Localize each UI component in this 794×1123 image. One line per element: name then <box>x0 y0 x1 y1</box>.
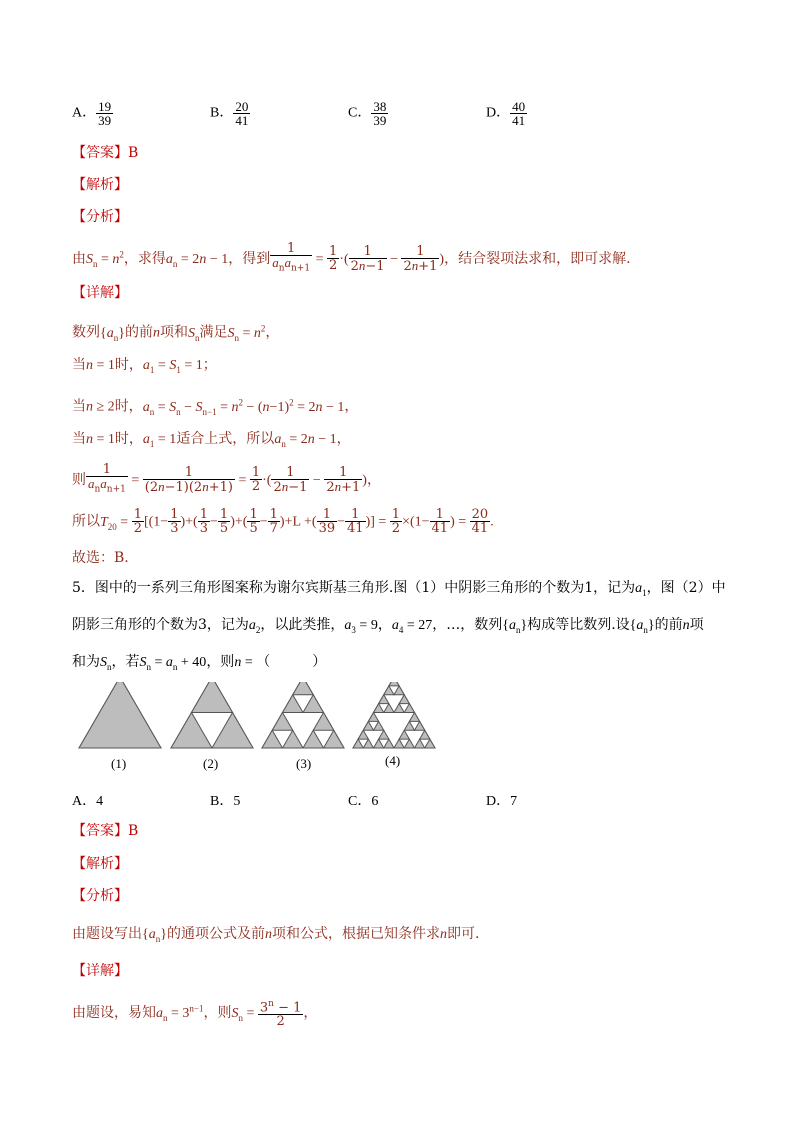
q4-choice-a: A． $\frac{19}{39}$ <box>72 99 112 128</box>
q5-question-line-2: 阴影三角形的个数为3，记为$a_2$，以此类推，$a_3 = 9$，$a_4 = 27$，…，数列$\{a_n\}$构成等比数列.设$\{a_n\}$的前n项 <box>72 617 704 635</box>
shaded-triangle <box>192 682 233 712</box>
q5-detail-1: 由题设，易知$a_n = 3^{n-1}$，则$S_n$ = $\frac{3^n - 1}{2}$ ， <box>72 999 318 1030</box>
q5-jiexi-heading: 【解析】 <box>72 856 128 872</box>
figure-label-3: (3) <box>296 756 312 771</box>
shaded-triangle <box>79 682 161 748</box>
figure-label-2: (2) <box>203 756 219 771</box>
q4-jiexi-heading: 【解析】 <box>72 177 128 193</box>
shaded-triangle <box>389 682 399 686</box>
q5-question-line-3: 和为$S_n$，若$S_n = a_n + 40$，则n = （ ） <box>72 654 327 672</box>
q5-fenxi-heading: 【分析】 <box>72 888 128 904</box>
q4-choice-d: D． $\frac{40}{41}$ <box>486 99 526 128</box>
q4-detail-6: 所以$T_{20}$ = $\frac{1}{2}$ [(1− $\frac{1}{3}$ )+( $\frac{1}{3}$ − $\frac{1}{5}$ )+( $\frac{1}{5}$ − $\frac{1}{7}$ )+L +( $\frac{1}{39}$ − $\frac{1}{41}$ )] = $\frac{1}{2}$ ×(1− $\frac{1}{41}$ ) = $\frac{20}{41}$ . <box>72 507 494 536</box>
q5-choice-c: C．6 <box>348 794 379 809</box>
q4-fenxi-heading: 【分析】 <box>72 209 128 225</box>
q4-detail-2: 当n = 1时，$a_1 = S_1 = 1$； <box>72 357 217 375</box>
figure-label-4: (4) <box>385 753 401 768</box>
q5-analysis: 由题设写出$\{a_n\}$的通项公式及前n项和公式，根据已知条件求n即可. <box>72 926 480 944</box>
q4-detail-4: 当n = 1时，$a_1 = 1$适合上式，所以$a_n = 2n - 1$， <box>72 431 351 449</box>
q5-answer: 【答案】B <box>72 823 139 839</box>
q4-detail-3: 当n ≥ 2时，$a_n = S_n - S_{n-1} = n^2 - (n-1)^2 = 2n - 1$， <box>72 397 359 417</box>
q5-question-line-1: 5．图中的一系列三角形图案称为谢尔宾斯基三角形.图（1）中阴影三角形的个数为1，记为$a_1$，图（2）中 <box>72 580 726 598</box>
shaded-triangle <box>293 682 314 695</box>
q4-choice-b: B． $\frac{20}{41}$ <box>210 99 249 128</box>
q4-detail-1: 数列$\{a_n\}$的前n项和$S_n$满足$S_n = n^2$， <box>72 323 280 343</box>
q5-choice-a: A．4 <box>72 794 104 809</box>
q4-answer: 【答案】B <box>72 145 139 161</box>
q5-xiangjie-heading: 【详解】 <box>72 963 128 979</box>
q5-choice-d: D．7 <box>486 794 518 809</box>
q4-choice-c: C． $\frac{38}{39}$ <box>348 99 387 128</box>
q4-detail-5: 则 $\frac{1}{a_na_{n+1}}$ = $\frac{1}{(2n-1)(2n+1)}$ = $\frac{1}{2}$ ·( $\frac{1}{2n-1}$ − $\frac{1}{2n+1}$ )， <box>72 462 381 495</box>
q4-detail-7: 故选：B. <box>72 550 129 566</box>
q5-choice-b: B．5 <box>210 794 241 809</box>
figure-label-1: (1) <box>111 756 127 771</box>
q4-xiangjie-heading: 【详解】 <box>72 285 128 301</box>
q4-analysis: 由$S_n = n^2$，求得$a_n = 2n - 1$，得到 $\frac{1}{a_na_{n+1}}$ = $\frac{1}{2}$ ·( $\frac{1}{2n-1}$ − $\frac{1}{2n+1}$ )，结合裂项法求和，即可求解. <box>72 241 631 274</box>
